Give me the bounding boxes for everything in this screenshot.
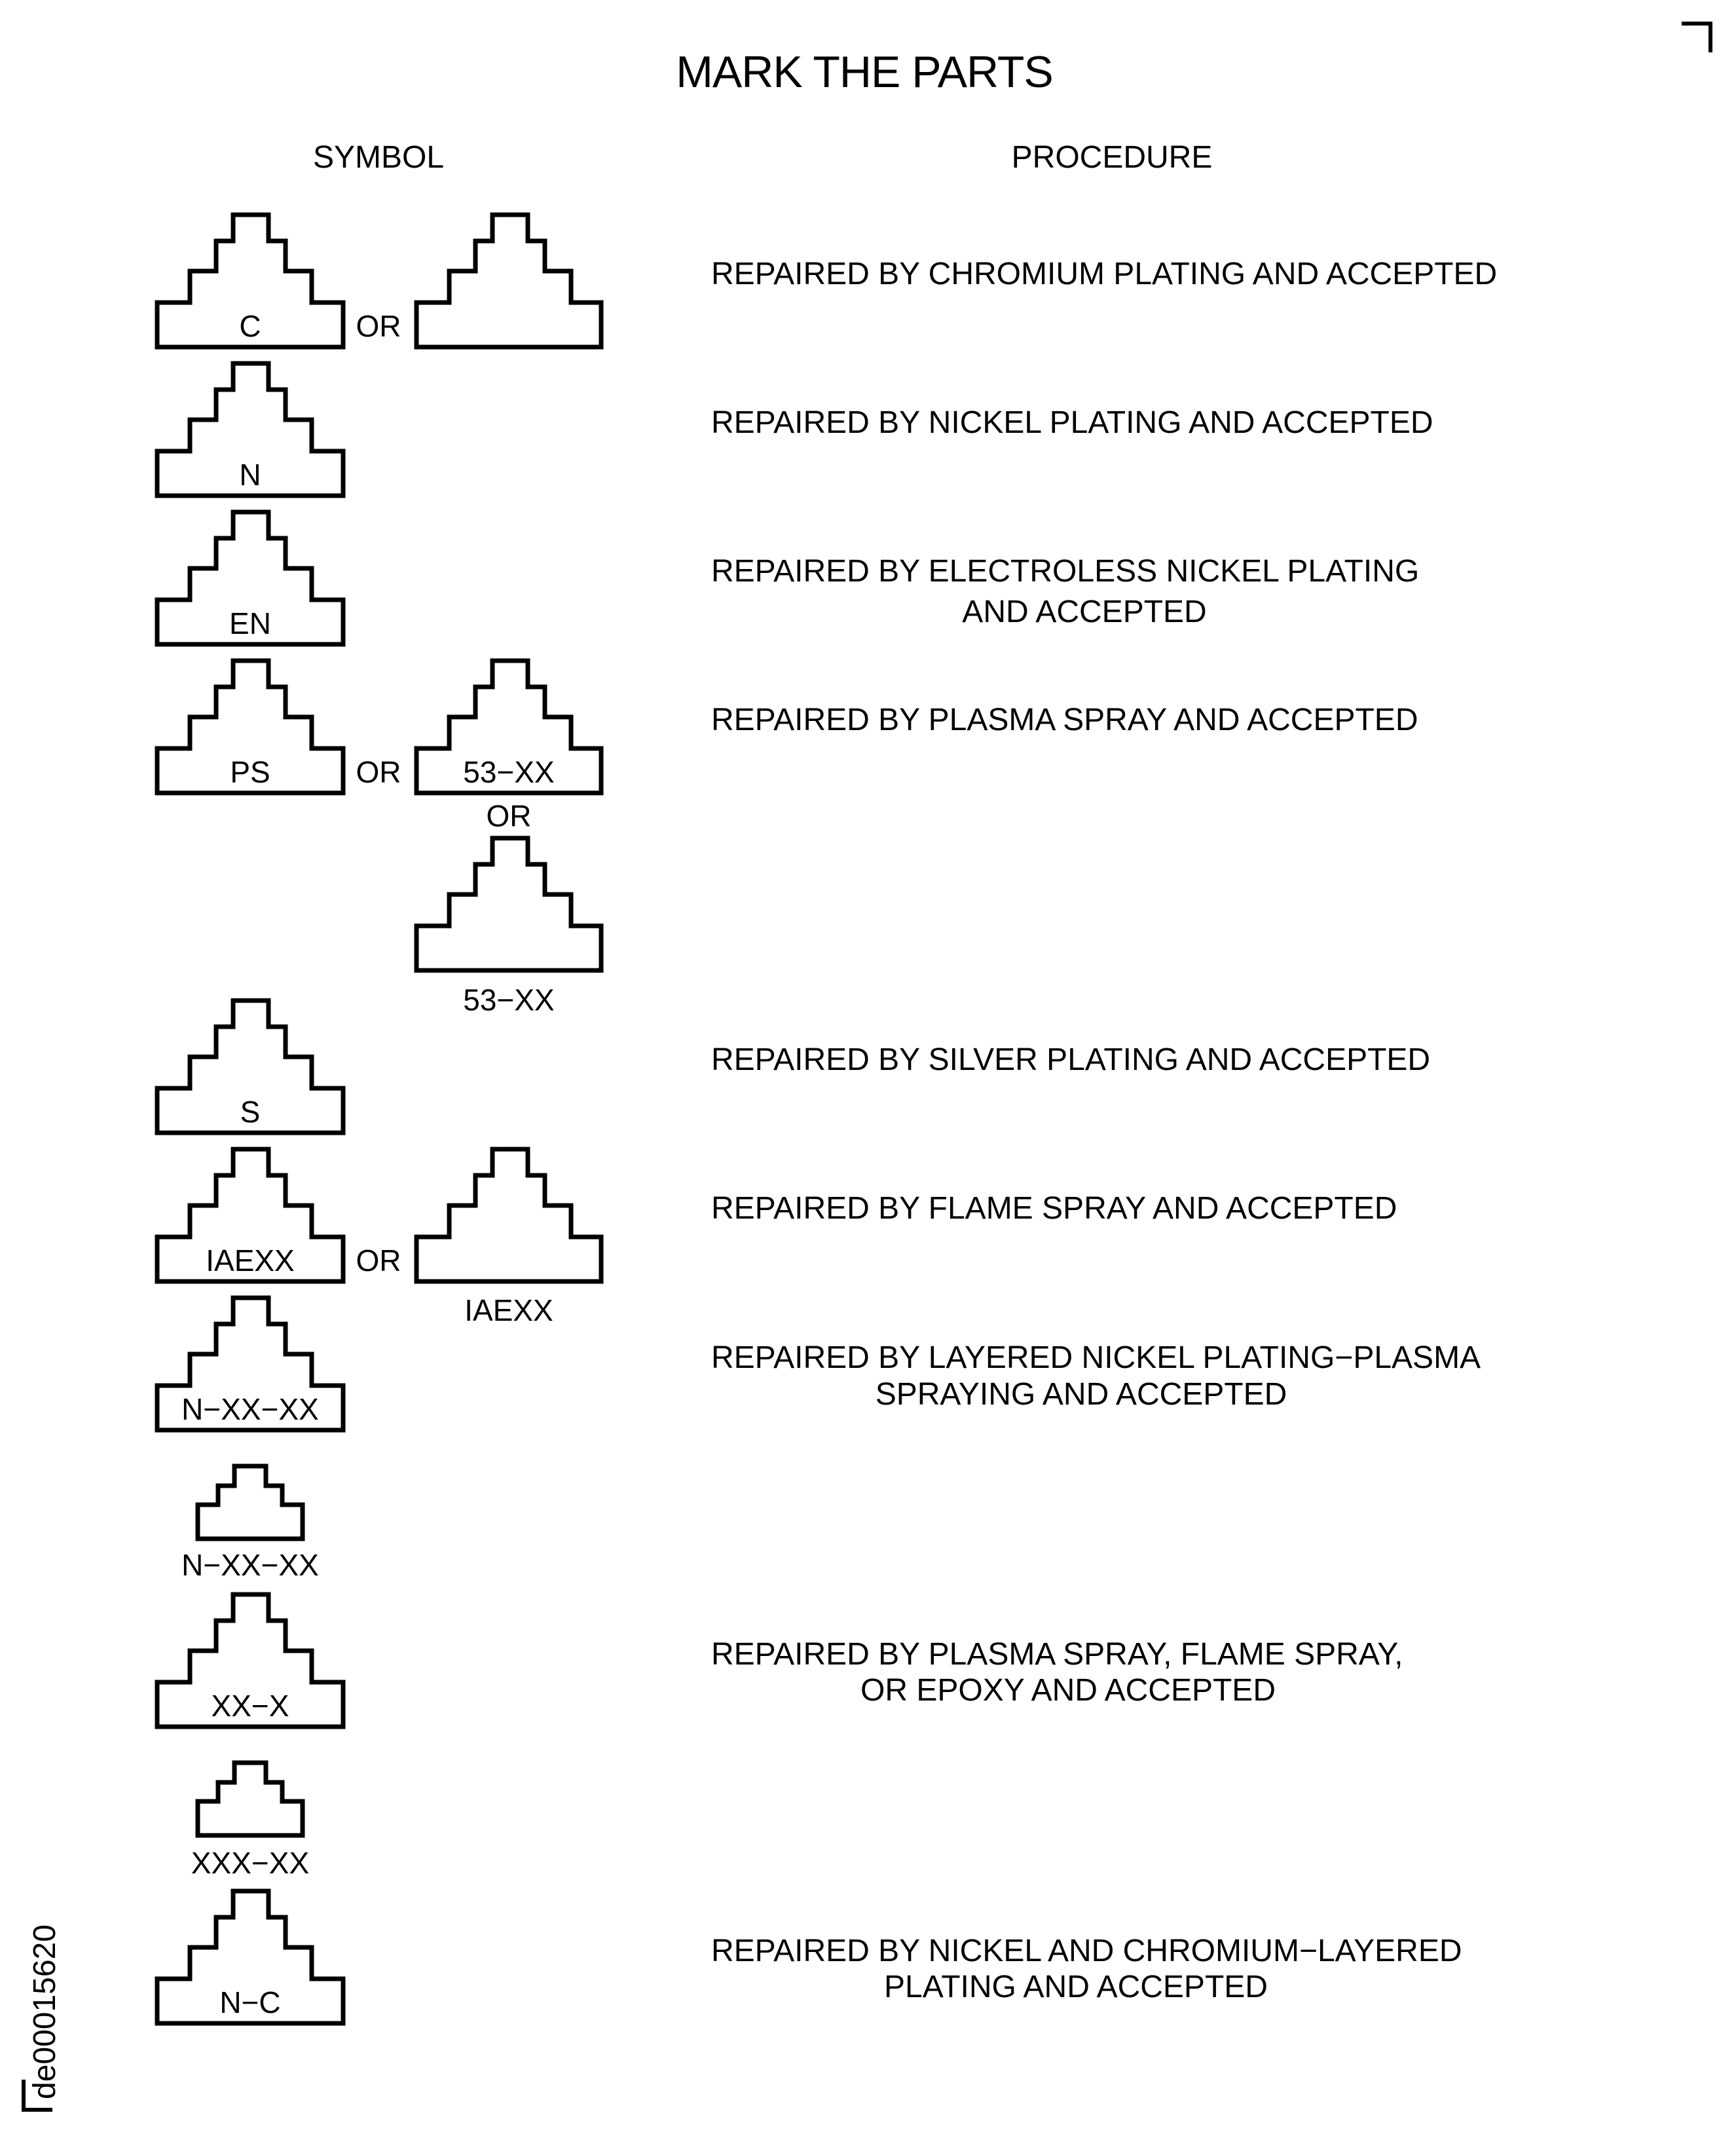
procedure-layered-line-2: SPRAYING AND ACCEPTED xyxy=(875,1377,1287,1412)
procedure-nickel-line-1: REPAIRED BY NICKEL PLATING AND ACCEPTED xyxy=(711,405,1433,440)
procedure-nickel-chromium-line-2: PLATING AND ACCEPTED xyxy=(884,1970,1268,2004)
page-title: MARK THE PARTS xyxy=(676,47,1053,97)
or-connector: OR xyxy=(356,1243,401,1278)
or-connector: OR xyxy=(356,309,401,343)
procedure-column-header: PROCEDURE xyxy=(1011,140,1213,175)
symbol-label-n: N xyxy=(239,458,261,492)
corner-mark xyxy=(1682,24,1710,52)
procedure-epoxy-line-1: REPAIRED BY PLASMA SPRAY, FLAME SPRAY, xyxy=(711,1637,1403,1672)
repair-symbol-blank xyxy=(416,215,601,347)
symbol-label-en: EN xyxy=(229,606,271,640)
repair-symbol-n-xx-xx-small xyxy=(198,1466,303,1539)
repair-symbol-iaexx-alt xyxy=(416,1149,601,1281)
procedure-nickel-chromium-line-1: REPAIRED BY NICKEL AND CHROMIUM−LAYERED xyxy=(711,1934,1462,1968)
procedure-plasma-line-1: REPAIRED BY PLASMA SPRAY AND ACCEPTED xyxy=(711,703,1418,737)
symbol-column-header: SYMBOL xyxy=(312,140,445,175)
symbol-label-iaexx: IAEXX xyxy=(206,1243,295,1278)
or-connector: OR xyxy=(356,755,401,789)
procedure-layered-line-1: REPAIRED BY LAYERED NICKEL PLATING−PLASMA xyxy=(711,1340,1481,1375)
procedure-electroless-line-1: REPAIRED BY ELECTROLESS NICKEL PLATING xyxy=(711,554,1420,589)
symbol-caption-xxx-xx: XXX−XX xyxy=(191,1846,310,1880)
repair-symbol-53xx-alt xyxy=(416,838,601,970)
symbol-label-ps: PS xyxy=(230,755,270,789)
procedure-epoxy-line-2: OR EPOXY AND ACCEPTED xyxy=(860,1673,1276,1708)
symbol-label-53xx: 53−XX xyxy=(463,755,555,789)
symbol-caption-53xx: 53−XX xyxy=(463,983,555,1017)
procedure-electroless-line-2: AND ACCEPTED xyxy=(962,595,1207,629)
or-connector: OR xyxy=(486,799,532,833)
procedure-silver-line-1: REPAIRED BY SILVER PLATING AND ACCEPTED xyxy=(711,1042,1431,1077)
repair-symbol-xxx-xx-small xyxy=(198,1763,303,1835)
symbol-label-n-c: N−C xyxy=(219,1985,281,2019)
figure-id: de00015620 xyxy=(28,1924,62,2099)
procedure-flame-line-1: REPAIRED BY FLAME SPRAY AND ACCEPTED xyxy=(711,1191,1397,1226)
symbol-label-s: S xyxy=(240,1095,261,1129)
symbol-caption-iaexx: IAEXX xyxy=(464,1293,553,1327)
symbol-label-c: C xyxy=(239,309,261,343)
symbol-label-xx-x: XX−X xyxy=(211,1689,289,1723)
symbol-label-n-xx-xx: N−XX−XX xyxy=(181,1392,319,1426)
symbol-caption-n-xx-xx: N−XX−XX xyxy=(181,1548,319,1582)
procedure-chromium-line-1: REPAIRED BY CHROMIUM PLATING AND ACCEPTED xyxy=(711,257,1498,291)
